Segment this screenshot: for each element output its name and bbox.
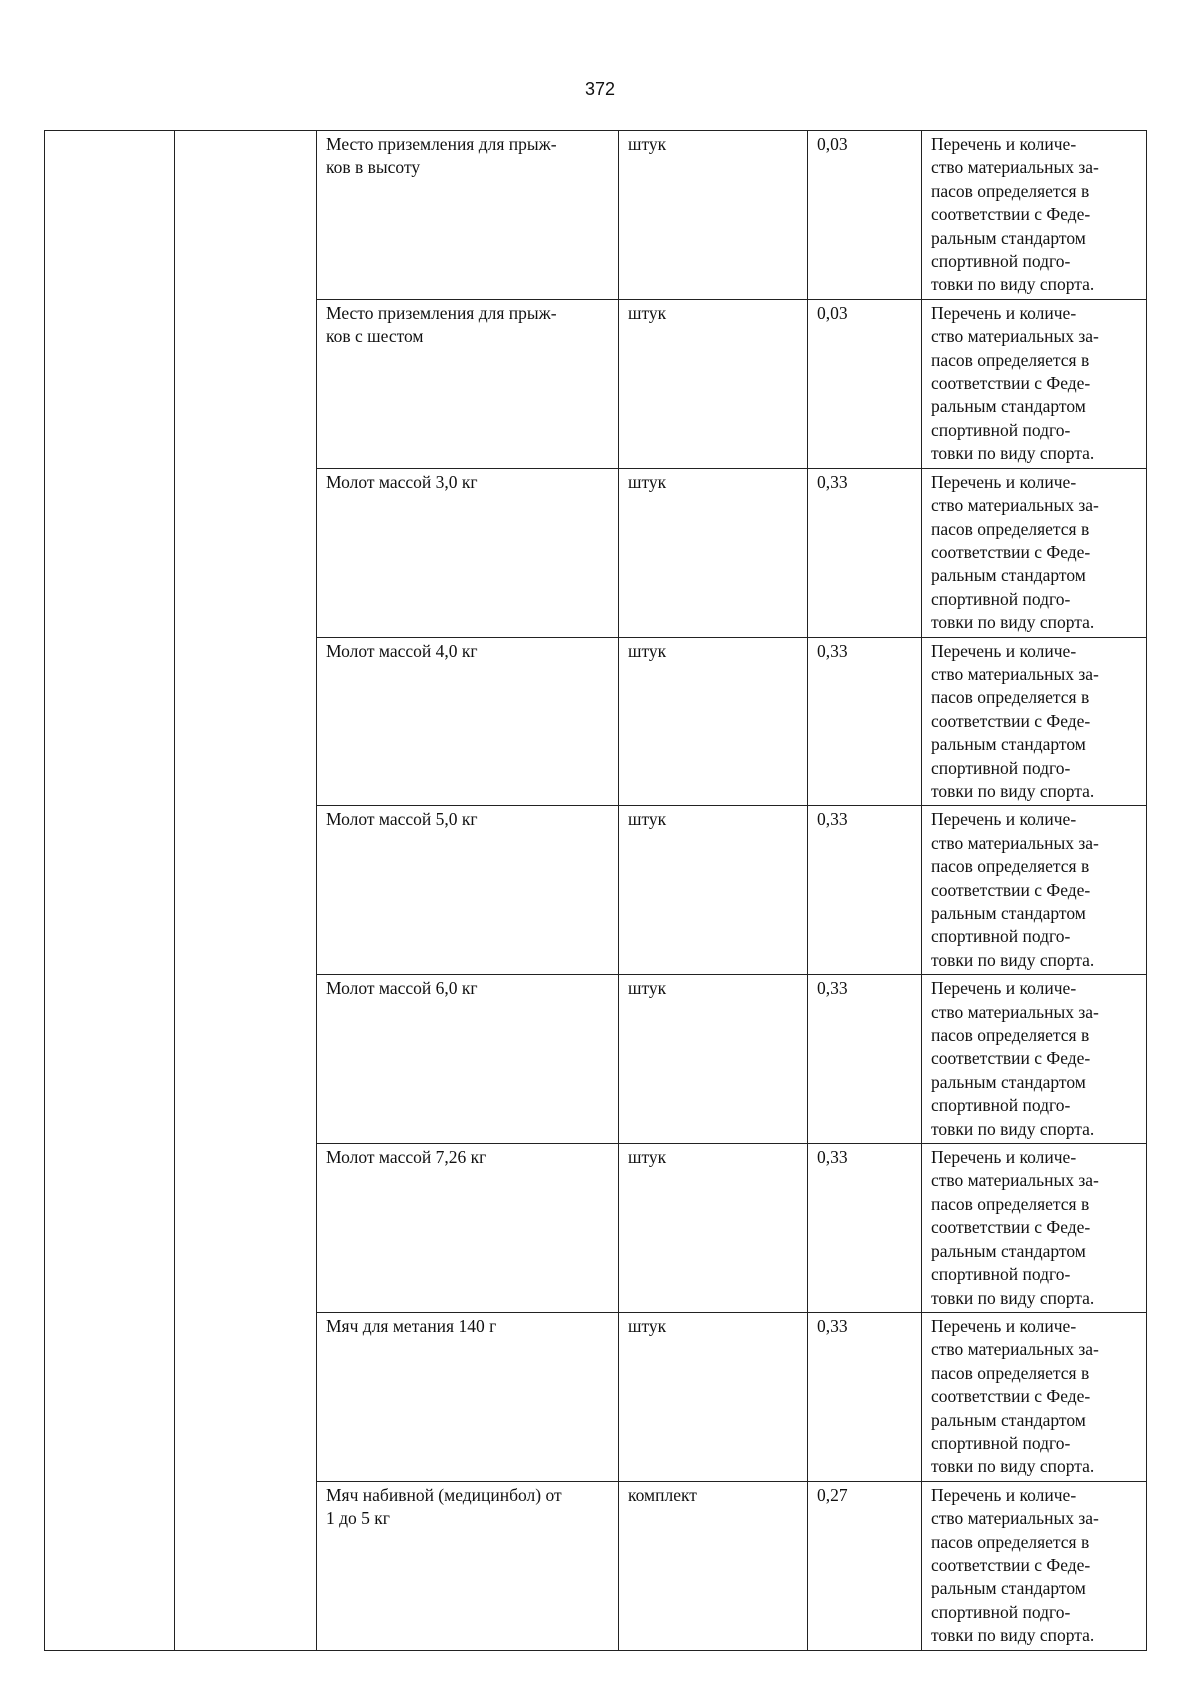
item-name-cell: Мяч для метания 140 г (317, 1312, 619, 1481)
unit-cell: штук (619, 1144, 808, 1313)
table-row (45, 131, 1147, 300)
quantity-cell: 0,33 (808, 637, 922, 806)
note-cell: Перечень и количе- ство материальных за- пасов определяется в соответствии с Феде- ральным стандартом спортивной подго- товки по виду спорта. (922, 975, 1147, 1144)
unit-cell: штук (619, 1312, 808, 1481)
note-cell: Перечень и количе- ство материальных за- пасов определяется в соответствии с Феде- ральным стандартом спортивной подго- товки по виду спорта. (922, 637, 1147, 806)
unit-cell: штук (619, 975, 808, 1144)
quantity-cell: 0,03 (808, 299, 922, 468)
merged-empty-cell (45, 131, 175, 1651)
item-name-cell: Место приземления для прыж- ков с шестом (317, 299, 619, 468)
note-cell: Перечень и количе- ство материальных за- пасов определяется в соответствии с Феде- ральным стандартом спортивной подго- товки по виду спорта. (922, 1312, 1147, 1481)
item-name-cell: Молот массой 4,0 кг (317, 637, 619, 806)
quantity-cell: 0,33 (808, 1144, 922, 1313)
unit-cell: штук (619, 131, 808, 300)
note-cell: Перечень и количе- ство материальных за- пасов определяется в соответствии с Феде- ральным стандартом спортивной подго- товки по виду спорта. (922, 806, 1147, 975)
item-name-cell: Молот массой 7,26 кг (317, 1144, 619, 1313)
quantity-cell: 0,33 (808, 468, 922, 637)
item-name-cell: Место приземления для прыж- ков в высоту (317, 131, 619, 300)
item-name-cell: Молот массой 3,0 кг (317, 468, 619, 637)
note-cell: Перечень и количе- ство материальных за- пасов определяется в соответствии с Феде- ральным стандартом спортивной подго- товки по виду спорта. (922, 468, 1147, 637)
equipment-table (44, 130, 1147, 1651)
note-cell: Перечень и количе- ство материальных за- пасов определяется в соответствии с Феде- ральным стандартом спортивной подго- товки по виду спорта. (922, 1144, 1147, 1313)
quantity-cell: 0,03 (808, 131, 922, 300)
quantity-cell: 0,33 (808, 1312, 922, 1481)
quantity-cell: 0,33 (808, 806, 922, 975)
quantity-cell: 0,27 (808, 1481, 922, 1650)
unit-cell: комплект (619, 1481, 808, 1650)
unit-cell: штук (619, 468, 808, 637)
quantity-cell: 0,33 (808, 975, 922, 1144)
note-cell: Перечень и количе- ство материальных за- пасов определяется в соответствии с Феде- ральным стандартом спортивной подго- товки по виду спорта. (922, 131, 1147, 300)
item-name-cell: Мяч набивной (медицинбол) от 1 до 5 кг (317, 1481, 619, 1650)
note-cell: Перечень и количе- ство материальных за- пасов определяется в соответствии с Феде- ральным стандартом спортивной подго- товки по виду спорта. (922, 1481, 1147, 1650)
unit-cell: штук (619, 637, 808, 806)
item-name-cell: Молот массой 5,0 кг (317, 806, 619, 975)
page-number: 372 (584, 79, 616, 99)
merged-empty-cell (175, 131, 317, 1651)
unit-cell: штук (619, 299, 808, 468)
unit-cell: штук (619, 806, 808, 975)
item-name-cell: Молот массой 6,0 кг (317, 975, 619, 1144)
note-cell: Перечень и количе- ство материальных за- пасов определяется в соответствии с Феде- ральным стандартом спортивной подго- товки по виду спорта. (922, 299, 1147, 468)
